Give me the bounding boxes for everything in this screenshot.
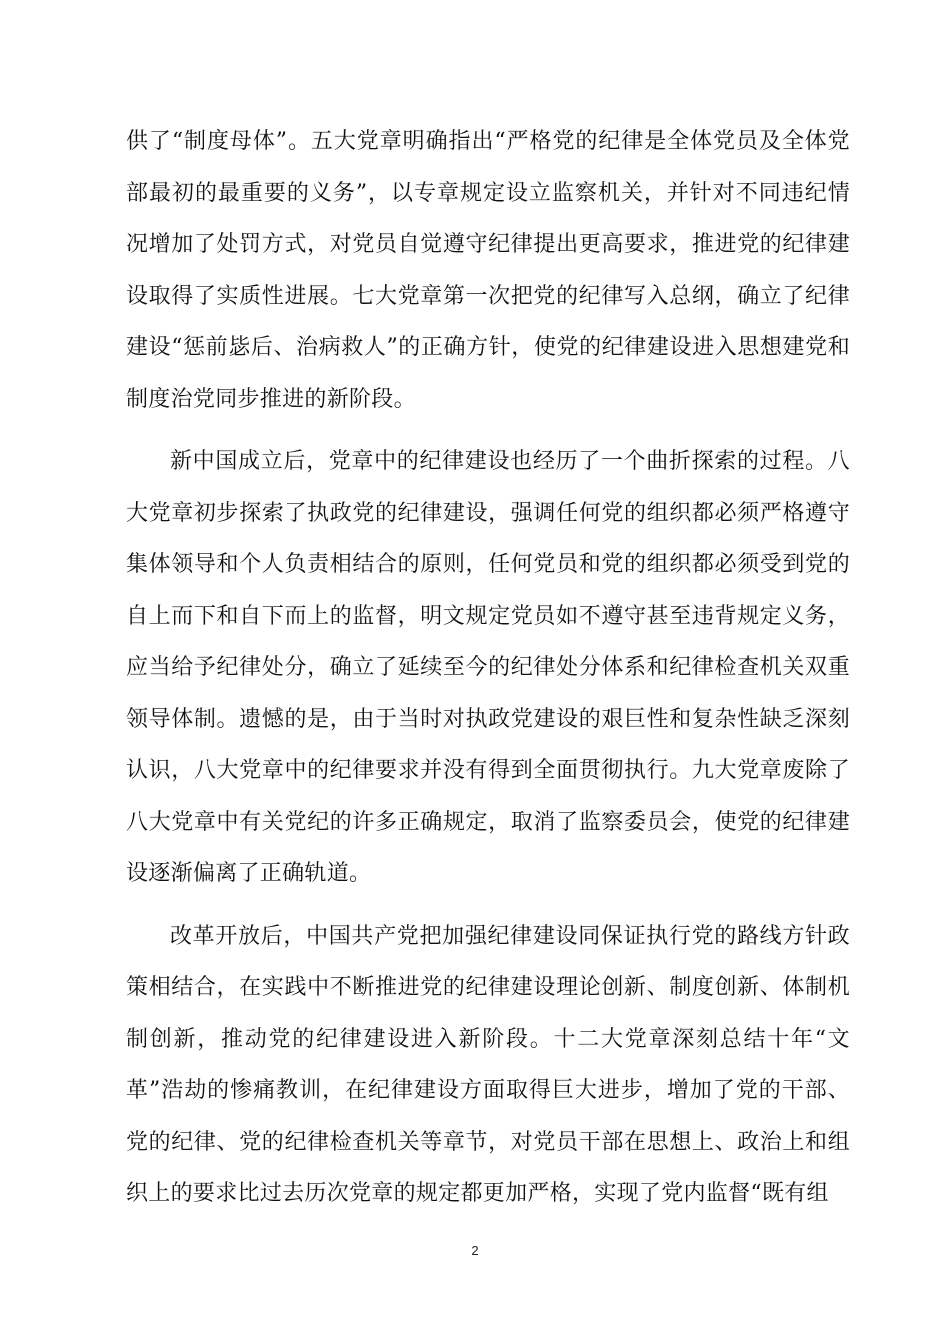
page-number: 2 xyxy=(471,1243,479,1258)
paragraph-post-1949: 新中国成立后，党章中的纪律建设也经历了一个曲折探索的过程。八大党章初步探索了执政党的纪律建设，强调任何党的组织都必须严格遵守集体领导和个人负责相结合的原则，任何党员和党的组织都必须受到党的自上而下和自下而上的监督，明文规定党员如不遵守甚至违背规定义务，应当给予纪律处分，确立了延续至今的纪律处分体系和纪律检查机关双重领导体制。遗憾的是，由于当时对执政党建设的艰巨性和复杂性缺乏深刻认识，八大党章中的纪律要求并没有得到全面贯彻执行。九大党章废除了八大党章中有关党纪的许多正确规定，取消了监察委员会，使党的纪律建设逐渐偏离了正确轨道。 xyxy=(126,449,850,886)
paragraph-continuation: 供了“制度母体”。五大党章明确指出“严格党的纪律是全体党员及全体党部最初的最重要的义务”，以专章规定设立监察机关，并针对不同违纪情况增加了处罚方式，对党员自觉遵守纪律提出更高要求，推进党的纪律建设取得了实质性进展。七大党章第一次把党的纪律写入总纲，确立了纪律建设“惩前毖后、治病救人”的正确方针，使党的纪律建设进入思想建党和制度治党同步推进的新阶段。 xyxy=(126,129,850,412)
document-body xyxy=(126,116,850,1220)
paragraph-reform-era: 改革开放后，中国共产党把加强纪律建设同保证执行党的路线方针政策相结合，在实践中不断推进党的纪律建设理论创新、制度创新、体制机制创新，推动党的纪律建设进入新阶段。十二大党章深刻总结十年“文革”浩劫的惨痛教训，在纪律建设方面取得巨大进步，增加了党的干部、党的纪律、党的纪律检查机关等章节，对党员干部在思想上、政治上和组织上的要求比过去历次党章的规定都更加严格，实现了党内监督“既有组 xyxy=(126,923,850,1206)
